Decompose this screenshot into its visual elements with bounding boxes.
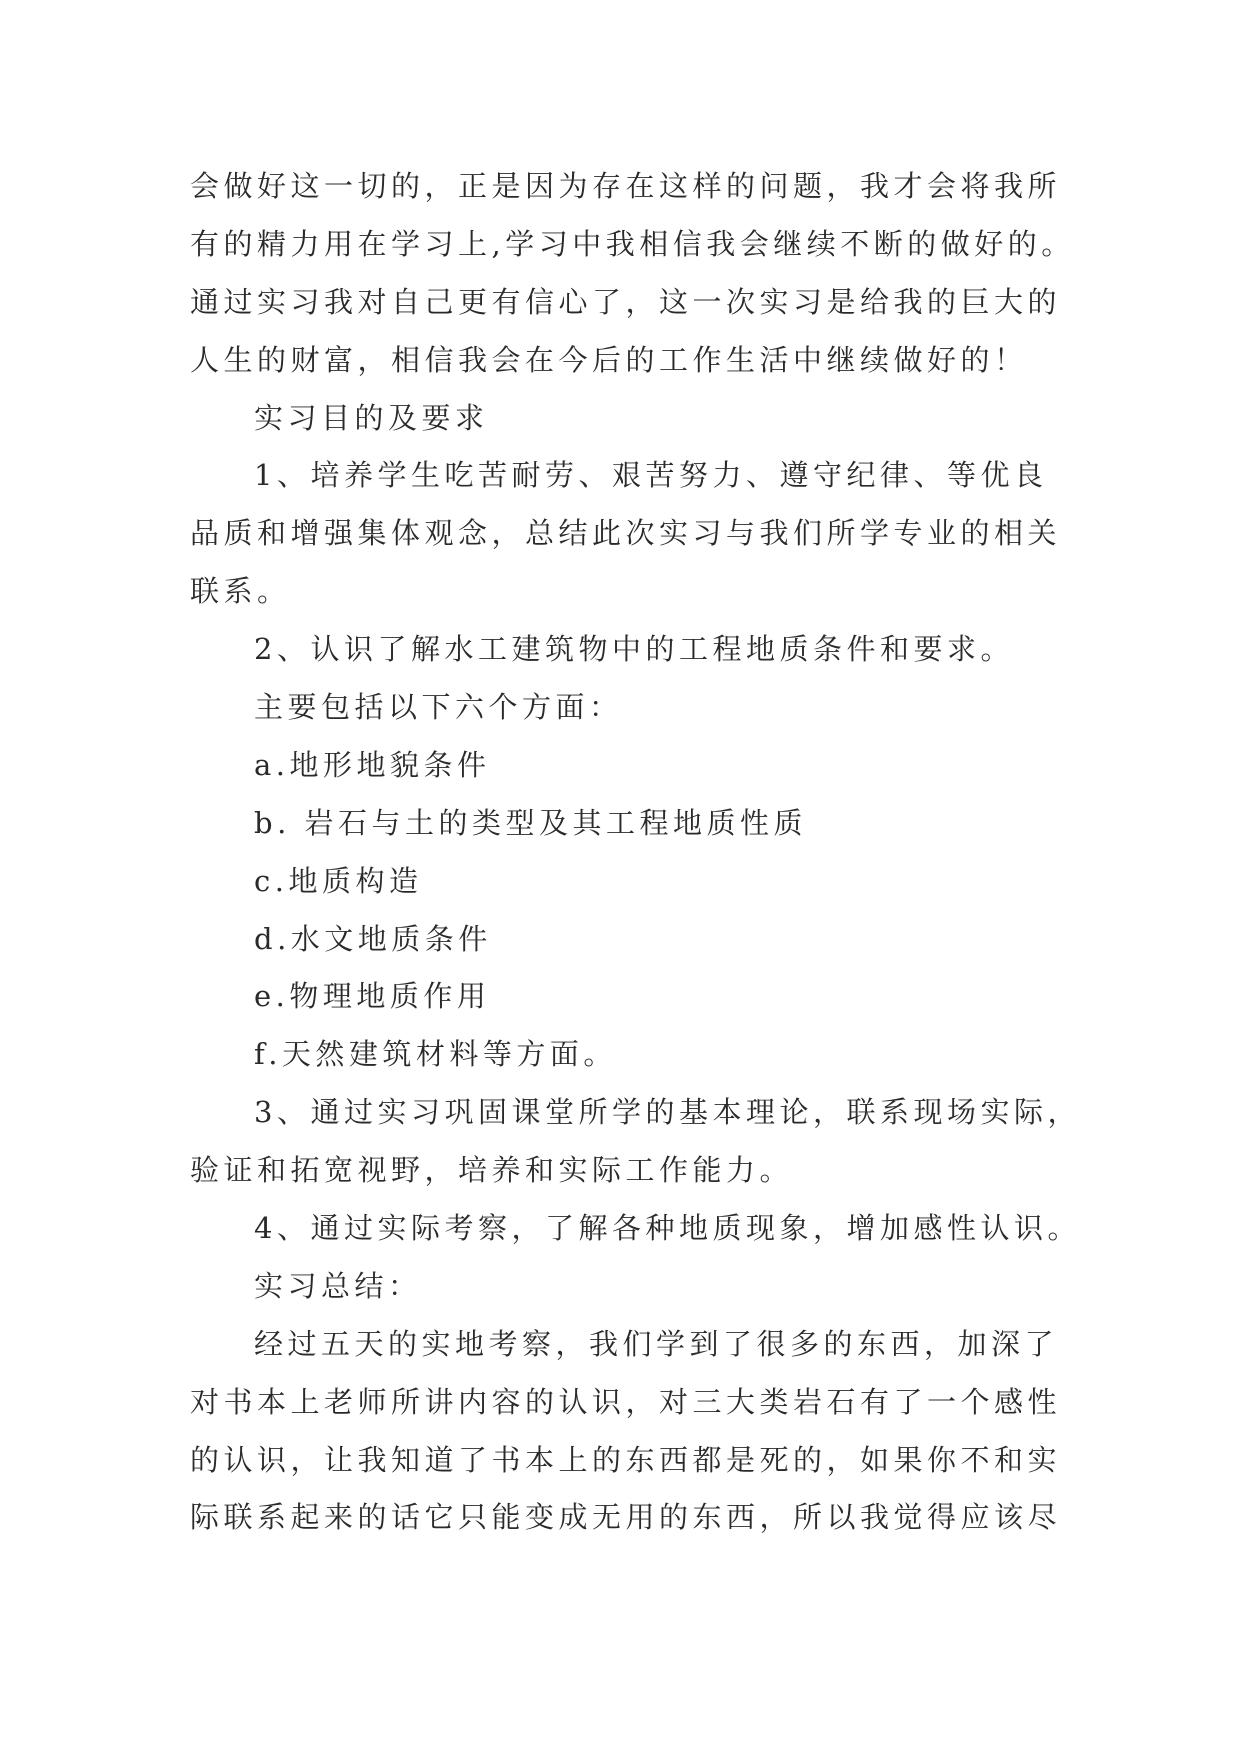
text-line: 品质和增强集体观念，总结此次实习与我们所学专业的相关 (190, 516, 1062, 551)
text-line: f.天然建筑材料等方面。 (254, 1037, 617, 1072)
text-line: 2、认识了解水工建筑物中的工程地质条件和要求。 (254, 632, 1014, 667)
text-line: c.地质构造 (254, 863, 423, 898)
text-line: 实习目的及要求 (254, 400, 489, 435)
text-line: 4、通过实际考察，了解各种地质现象，增加感性认识。 (254, 1211, 1081, 1246)
text-line: 对书本上老师所讲内容的认识，对三大类岩石有了一个感性 (190, 1384, 1062, 1419)
text-line: 验证和拓宽视野，培养和实际工作能力。 (190, 1153, 794, 1188)
text-line: 会做好这一切的，正是因为存在这样的问题，我才会将我所 (190, 169, 1062, 203)
text-line: 经过五天的实地考察，我们学到了很多的东西，加深了 (254, 1326, 1059, 1361)
text-line: 联系。 (190, 574, 291, 609)
text-line: 有的精力用在学习上,学习中我相信我会继续不断的做好的。 (190, 226, 1075, 261)
text-line: 实习总结： (254, 1268, 422, 1303)
text-line: 通过实习我对自己更有信心了，这一次实习是给我的巨大的 (190, 284, 1062, 319)
text-line: a.地形地貌条件 (254, 747, 491, 782)
text-line: d.水文地质条件 (254, 921, 492, 956)
text-line: 人生的财富，相信我会在今后的工作生活中继续做好的！ (190, 342, 1028, 377)
text-line: b. 岩石与土的类型及其工程地质性质 (254, 805, 808, 840)
text-line: 3、通过实习巩固课堂所学的基本理论，联系现场实际， (254, 1095, 1081, 1130)
text-line: 主要包括以下六个方面： (254, 690, 623, 725)
text-line: 1、培养学生吃苦耐劳、艰苦努力、遵守纪律、等优良 (254, 458, 1048, 493)
text-line: e.物理地质作用 (254, 979, 491, 1014)
text-line: 的认识，让我知道了书本上的东西都是死的，如果你不和实 (190, 1442, 1062, 1477)
text-line: 际联系起来的话它只能变成无用的东西，所以我觉得应该尽 (190, 1500, 1062, 1535)
body-text (190, 158, 1090, 1547)
